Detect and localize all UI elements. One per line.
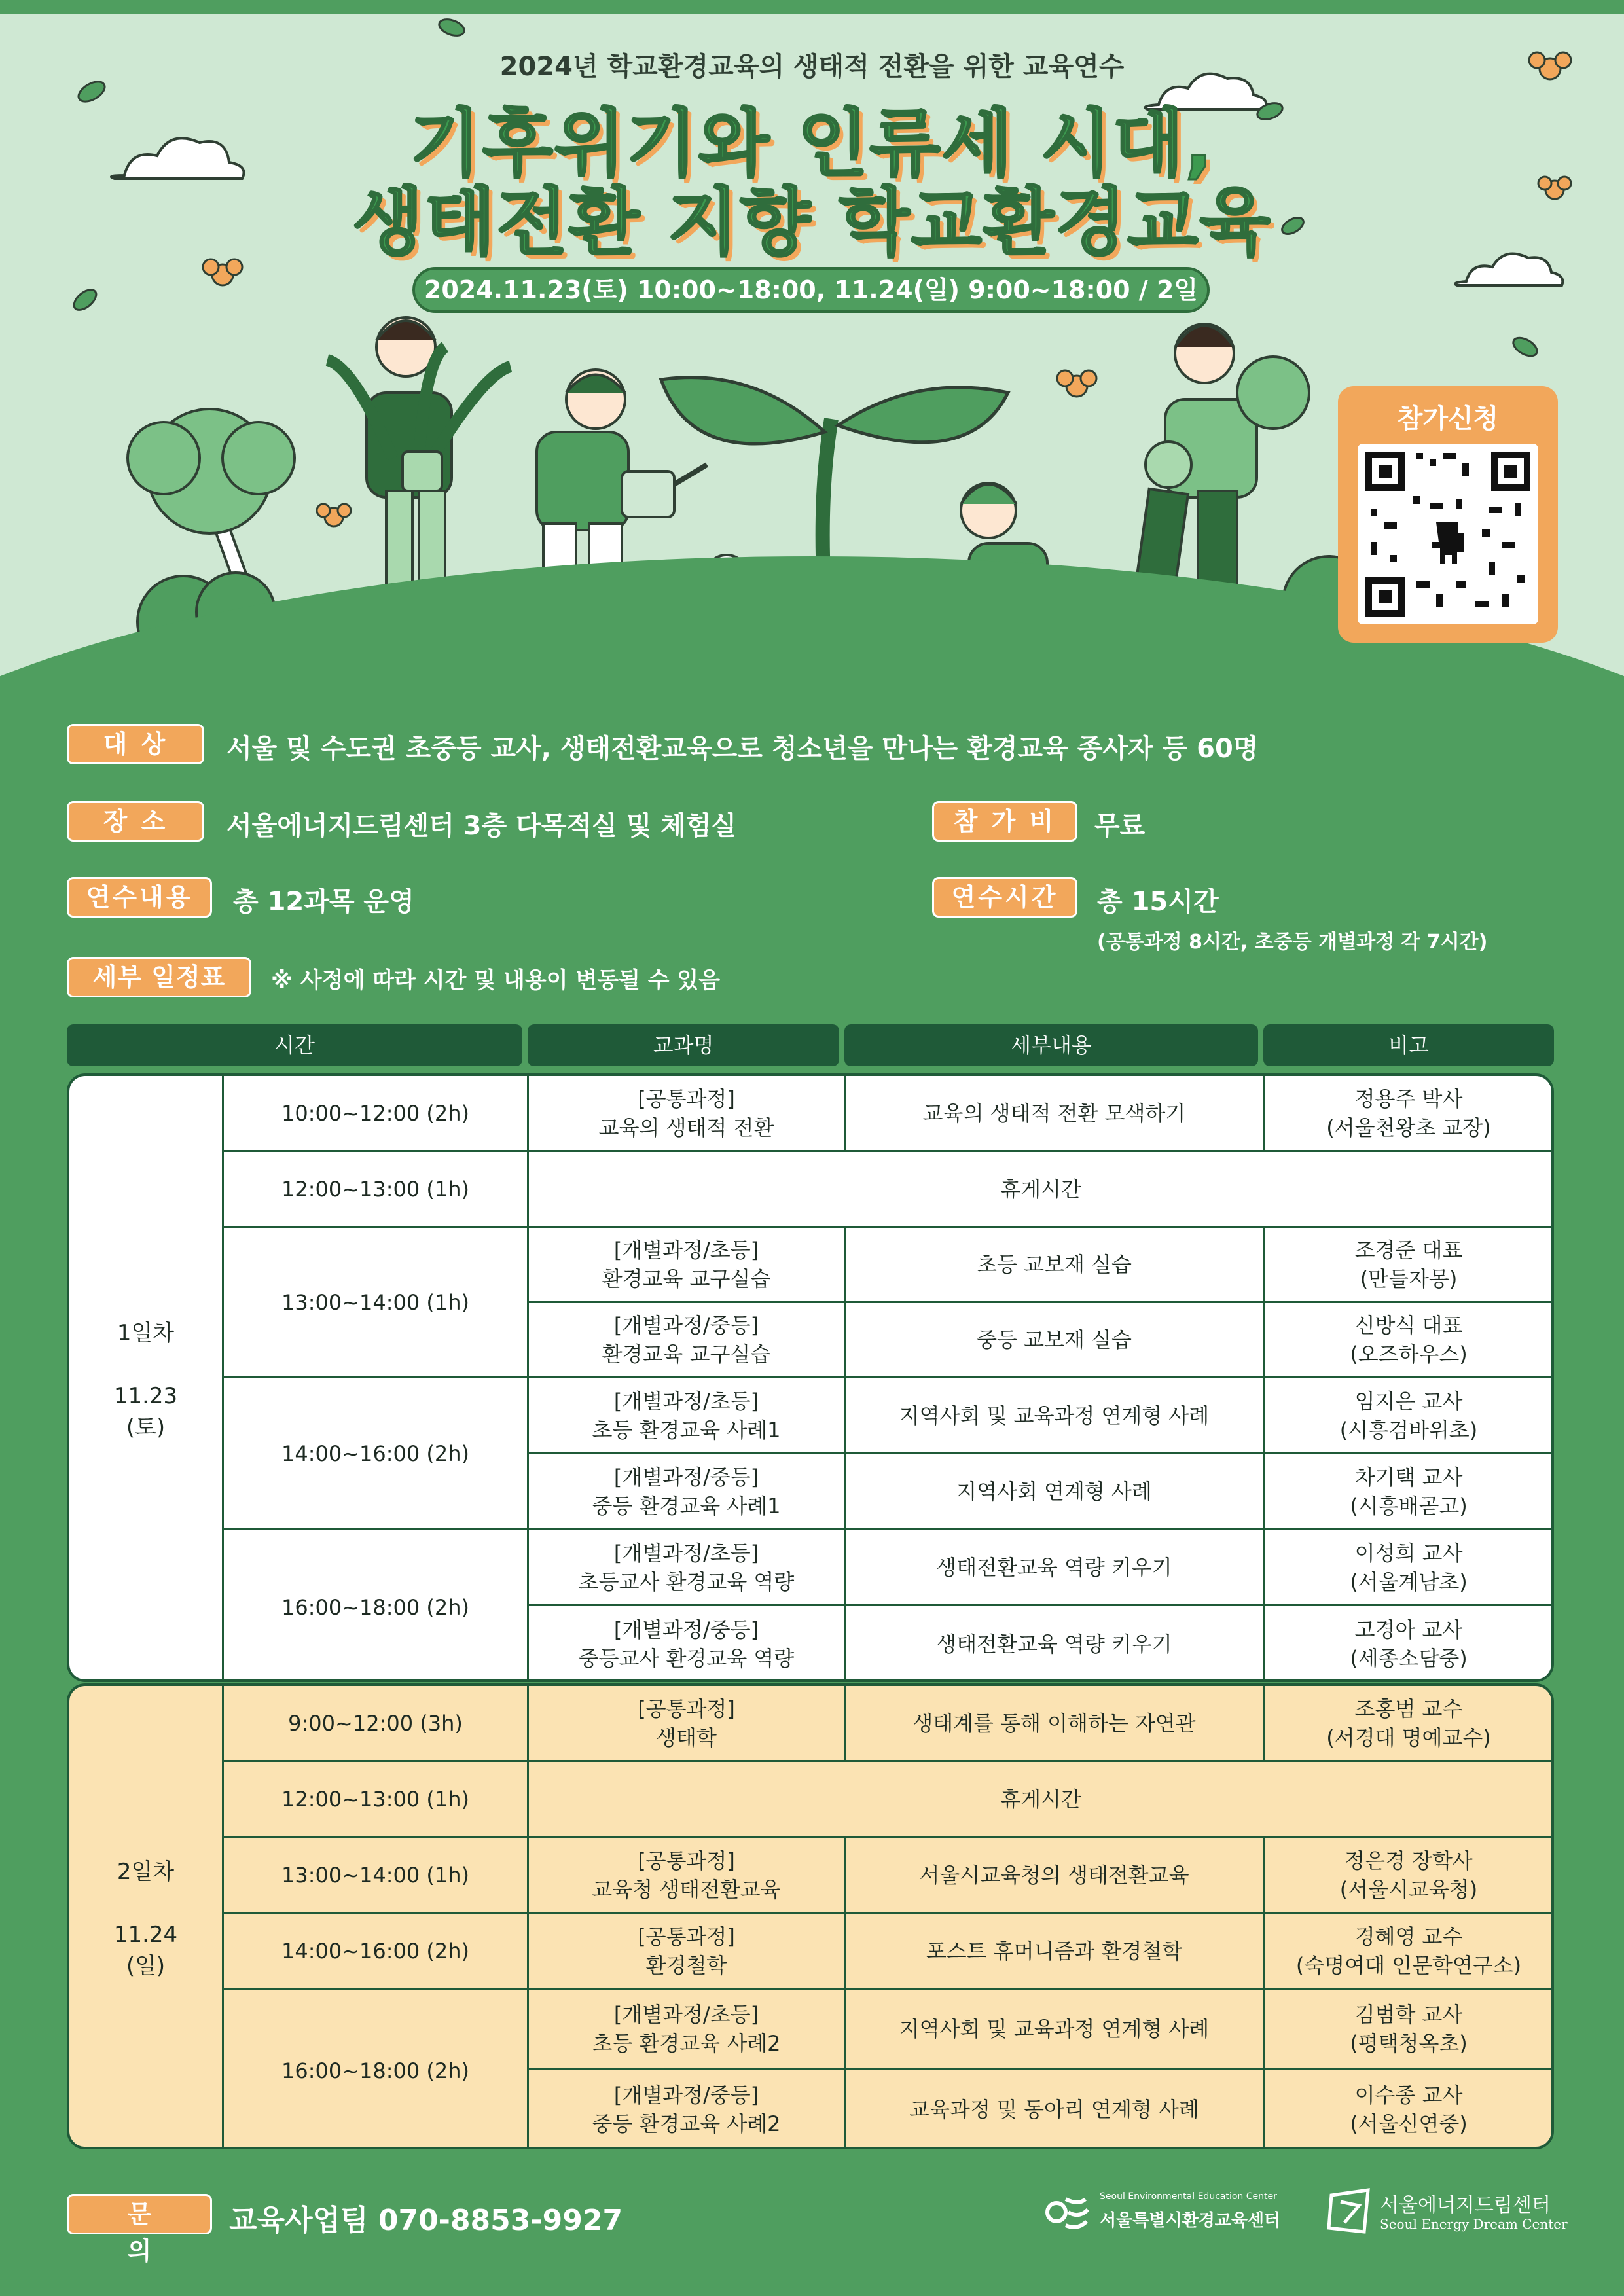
title-line-2: 생태전환 지향 학교환경교육 (352, 180, 1272, 265)
course-cell (529, 1914, 846, 1990)
instructor-name: 차기택 교사 (1354, 1464, 1463, 1490)
contact-label: 문 의 (67, 2194, 212, 2234)
instructor-affiliation: (오즈하우스) (1350, 1342, 1468, 1367)
course-name: 환경교육 교구실습 (602, 1342, 771, 1367)
detail-cell (846, 1990, 1265, 2070)
course-name: 중등교사 환경교육 역량 (578, 1646, 795, 1671)
note-cell (1265, 1303, 1553, 1378)
instructor-name: 경혜영 교수 (1354, 1924, 1463, 1949)
detail-text: 초등 교보재 실습 (977, 1252, 1132, 1277)
detail-text: 생태전환교육 역량 키우기 (936, 1632, 1172, 1657)
instructor-affiliation: (서울천왕초 교장) (1326, 1115, 1491, 1140)
hours-note: (공통과정 8시간, 초중등 개별과정 각 7시간) (1097, 931, 1488, 954)
course-type: [개별과정/초등] (613, 1238, 759, 1263)
course-cell (529, 1838, 846, 1914)
note-cell (1265, 1378, 1553, 1454)
note-cell (1265, 1606, 1553, 1682)
instructor-affiliation: (시흥배곧고) (1350, 1493, 1468, 1518)
day-date: 11.24 (113, 1922, 178, 1948)
time-cell (224, 1914, 529, 1990)
time-cell (224, 1228, 529, 1378)
header-course: 교과명 (528, 1024, 839, 1066)
course-name: 교육청 생태전환교육 (592, 1876, 781, 1902)
course-type: [개별과정/중등] (613, 1464, 759, 1490)
course-cell (529, 1686, 846, 1762)
instructor-name: 정은경 장학사 (1344, 1848, 1473, 1873)
detail-cell (846, 1914, 1265, 1990)
registration-box[interactable] (1338, 386, 1558, 643)
course-name: 초등 환경교육 사례1 (592, 1417, 781, 1443)
day-label (69, 1076, 224, 1682)
content-label: 연수내용 (67, 877, 212, 918)
break-cell (529, 1152, 1553, 1228)
instructor-name: 신방식 대표 (1354, 1313, 1463, 1338)
detail-cell (846, 1378, 1265, 1454)
energy-center-logo-icon (1325, 2186, 1375, 2238)
instructor-affiliation: (서울시교육청) (1339, 1876, 1478, 1902)
content-value: 총 12과목 운영 (233, 887, 414, 917)
env-center-name-en: Seoul Environmental Education Center (1100, 2191, 1277, 2202)
note-cell (1265, 2070, 1553, 2149)
env-center-name-ko: 서울특별시환경교육센터 (1100, 2211, 1281, 2231)
time-text: 10:00~12:00 (2h) (281, 1100, 470, 1126)
detail-cell (846, 1686, 1265, 1762)
instructor-name: 조경준 대표 (1354, 1238, 1463, 1263)
time-text: 13:00~14:00 (1h) (281, 1862, 470, 1888)
note-cell (1265, 1838, 1553, 1914)
day-title: 1일차 (117, 1320, 175, 1346)
detail-cell (846, 1606, 1265, 1682)
course-type: [개별과정/중등] (613, 1617, 759, 1642)
registration-label: 참가신청 (1397, 404, 1499, 434)
detail-cell (846, 1530, 1265, 1606)
detail-text: 서울시교육청의 생태전환교육 (919, 1862, 1189, 1888)
course-cell (529, 1606, 846, 1682)
instructor-affiliation: (서울계남초) (1350, 1569, 1468, 1594)
course-name: 초등교사 환경교육 역량 (578, 1569, 795, 1594)
day1-schedule (67, 1073, 1554, 1682)
time-cell (224, 1076, 529, 1152)
energy-center-name-en: Seoul Energy Dream Center (1380, 2216, 1568, 2232)
course-type: [개별과정/초등] (613, 1388, 759, 1414)
day-weekday: (토) (126, 1414, 166, 1441)
schedule-note: ※ 사정에 따라 시간 및 내용이 변동될 수 있음 (271, 967, 721, 994)
detail-text: 지역사회 및 교육과정 연계형 사례 (899, 1403, 1210, 1428)
title-line-1: 기후위기와 인류세 시대, (410, 101, 1214, 187)
instructor-affiliation: (평택청옥초) (1350, 2030, 1468, 2056)
qr-code-icon[interactable] (1358, 444, 1538, 624)
instructor-name: 고경아 교사 (1354, 1617, 1463, 1642)
course-name: 환경교육 교구실습 (602, 1266, 771, 1291)
time-text: 12:00~13:00 (1h) (281, 1176, 470, 1202)
instructor-name: 김범학 교사 (1354, 2001, 1463, 2027)
note-cell (1265, 1686, 1553, 1762)
course-type: [공통과정] (638, 1924, 735, 1949)
time-cell (224, 1838, 529, 1914)
course-type: [공통과정] (638, 1696, 735, 1721)
detail-text: 생태전환교육 역량 키우기 (936, 1554, 1172, 1580)
header-time: 시간 (67, 1024, 522, 1066)
detail-text: 포스트 휴머니즘과 환경철학 (926, 1938, 1183, 1964)
target-label: 대 상 (67, 724, 204, 764)
course-type: [개별과정/초등] (613, 2001, 759, 2027)
course-name: 환경철학 (645, 1952, 727, 1978)
course-name: 교육의 생태적 전환 (598, 1115, 774, 1140)
time-text: 16:00~18:00 (2h) (281, 2058, 470, 2083)
seoul-energy-dream-center-logo (1325, 2183, 1568, 2242)
day-label (69, 1686, 224, 2149)
time-text: 13:00~14:00 (1h) (281, 1289, 470, 1315)
fee-label: 참 가 비 (932, 801, 1077, 842)
header-detail: 세부내용 (844, 1024, 1258, 1066)
place-label: 장 소 (67, 801, 204, 842)
time-cell (224, 1530, 529, 1682)
course-cell (529, 1076, 846, 1152)
course-cell (529, 1530, 846, 1606)
course-name: 생태학 (656, 1725, 717, 1750)
note-cell (1265, 1228, 1553, 1303)
hours-label: 연수시간 (932, 877, 1077, 918)
day-title: 2일차 (117, 1859, 175, 1885)
course-name: 중등 환경교육 사례2 (592, 2111, 781, 2136)
instructor-affiliation: (만들자몽) (1360, 1266, 1458, 1291)
instructor-affiliation: (서경대 명예교수) (1326, 1725, 1491, 1750)
seoul-env-edu-center-logo (1039, 2183, 1314, 2242)
schedule-label: 세부 일정표 (67, 957, 251, 997)
course-type: [개별과정/중등] (613, 2083, 759, 2108)
instructor-affiliation: (세종소담중) (1350, 1646, 1468, 1671)
day-date: 11.23 (113, 1383, 178, 1409)
note-cell (1265, 1076, 1553, 1152)
target-value: 서울 및 수도권 초중등 교사, 생태전환교육으로 청소년을 만나는 환경교육 종사자 등 60명 (226, 734, 1259, 764)
fee-value: 무료 (1094, 811, 1146, 841)
time-cell (224, 1378, 529, 1530)
detail-text: 생태계를 통해 이해하는 자연관 (912, 1710, 1196, 1736)
instructor-name: 이수종 교사 (1354, 2083, 1463, 2108)
detail-text: 중등 교보재 실습 (977, 1327, 1132, 1352)
course-type: [공통과정] (638, 1848, 735, 1873)
course-cell (529, 1454, 846, 1530)
instructor-affiliation: (시흥검바위초) (1339, 1417, 1478, 1443)
note-cell (1265, 1914, 1553, 1990)
break-text: 휴게시간 (1000, 1786, 1081, 1812)
header-note: 비고 (1263, 1024, 1554, 1066)
note-cell (1265, 1530, 1553, 1606)
hero-section (0, 0, 1624, 733)
env-center-logo-icon (1039, 2186, 1092, 2238)
detail-cell (846, 1076, 1265, 1152)
course-name: 중등 환경교육 사례1 (592, 1493, 781, 1518)
instructor-affiliation: (숙명여대 인문학연구소) (1295, 1952, 1522, 1978)
day-weekday: (일) (126, 1953, 166, 1979)
note-cell (1265, 1990, 1553, 2070)
instructor-name: 조홍범 교수 (1354, 1696, 1463, 1721)
detail-cell (846, 2070, 1265, 2149)
day2-schedule (67, 1683, 1554, 2149)
time-text: 14:00~16:00 (2h) (281, 1938, 470, 1964)
course-cell (529, 1303, 846, 1378)
time-cell (224, 1762, 529, 1838)
detail-text: 지역사회 및 교육과정 연계형 사례 (899, 2016, 1210, 2041)
time-text: 16:00~18:00 (2h) (281, 1595, 470, 1620)
time-cell (224, 1686, 529, 1762)
time-text: 12:00~13:00 (1h) (281, 1786, 470, 1812)
event-subtitle: 2024년 학교환경교육의 생태적 전환을 위한 교육연수 (499, 52, 1125, 82)
time-text: 14:00~16:00 (2h) (281, 1441, 470, 1466)
course-cell (529, 1378, 846, 1454)
instructor-name: 임지은 교사 (1354, 1388, 1463, 1414)
break-cell (529, 1762, 1553, 1838)
hours-value: 총 15시간 (1097, 887, 1219, 917)
break-text: 휴게시간 (1000, 1176, 1081, 1202)
instructor-name: 이성희 교사 (1354, 1540, 1463, 1566)
detail-cell (846, 1228, 1265, 1303)
course-cell (529, 2070, 846, 2149)
course-type: [공통과정] (638, 1086, 735, 1111)
detail-text: 지역사회 연계형 사례 (956, 1479, 1152, 1504)
contact-phone[interactable]: 교육사업팀 070-8853-9927 (229, 2204, 623, 2237)
course-name: 초등 환경교육 사례2 (592, 2030, 781, 2056)
tree-icon (128, 409, 295, 607)
detail-cell (846, 1454, 1265, 1530)
instructor-name: 정용주 박사 (1354, 1086, 1463, 1111)
detail-cell (846, 1303, 1265, 1378)
time-text: 9:00~12:00 (3h) (288, 1710, 463, 1736)
time-cell (224, 1152, 529, 1228)
course-type: [개별과정/초등] (613, 1540, 759, 1566)
detail-cell (846, 1838, 1265, 1914)
course-cell (529, 1228, 846, 1303)
energy-center-name-ko: 서울에너지드림센터 (1380, 2194, 1551, 2217)
time-cell (224, 1990, 529, 2149)
place-value: 서울에너지드림센터 3층 다목적실 및 체험실 (226, 811, 737, 841)
instructor-affiliation: (서울신연중) (1350, 2111, 1468, 2136)
detail-text: 교육과정 및 동아리 연계형 사례 (909, 2097, 1199, 2122)
date-pill: 2024.11.23(토) 10:00~18:00, 11.24(일) 9:00~18:00 / 2일 (412, 267, 1210, 313)
note-cell (1265, 1454, 1553, 1530)
course-type: [개별과정/중등] (613, 1313, 759, 1338)
detail-text: 교육의 생태적 전환 모색하기 (922, 1100, 1186, 1126)
course-cell (529, 1990, 846, 2070)
